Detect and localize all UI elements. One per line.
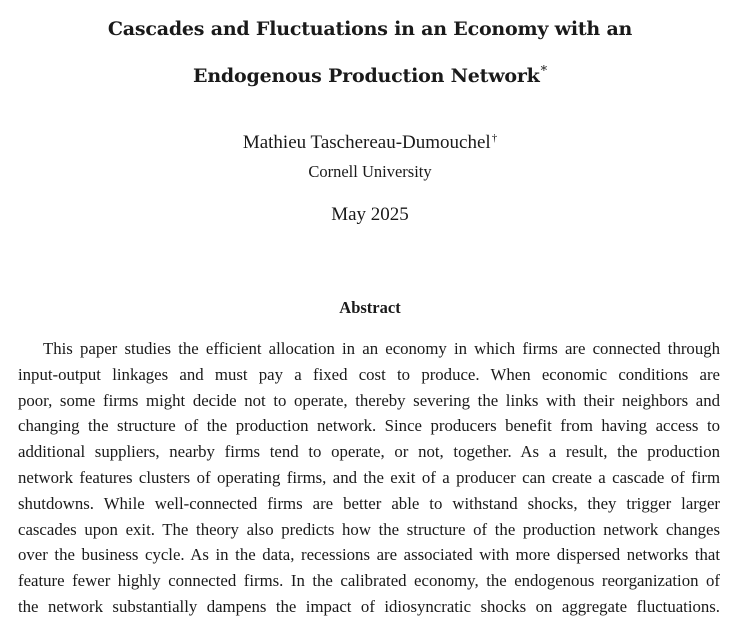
author-footnote-mark[interactable]: † bbox=[491, 131, 498, 144]
author-line bbox=[0, 133, 740, 152]
abstract-line: over the business cycle. As in the data, recessions are associated with more dispersed networks that bbox=[18, 545, 720, 565]
abstract-line: This paper studies the efficient allocation in an economy in which firms are connected through bbox=[43, 339, 720, 358]
abstract-line: changing the structure of the production network. Since producers benefit from having access to bbox=[18, 416, 720, 436]
abstract-line: feature fewer highly connected firms. In the calibrated economy, the endogenous reorganization of bbox=[18, 571, 720, 591]
abstract-heading: Abstract bbox=[339, 298, 401, 317]
abstract-body bbox=[18, 336, 720, 620]
paper-title-text-2: Endogenous Production Network bbox=[193, 65, 540, 87]
abstract-line: additional suppliers, nearby firms tend to operate, or not, together. As a result, the production bbox=[18, 442, 720, 462]
abstract-line: poor, some firms might decide not to operate, thereby severing the links with their neighbors and bbox=[18, 390, 720, 410]
abstract-line: network features clusters of operating firms, and the exit of a producer can create a cascade of firm bbox=[18, 467, 720, 487]
publication-date: May 2025 bbox=[331, 204, 409, 225]
paper-title-text-1: Cascades and Fluctuations in an Economy with an bbox=[107, 18, 633, 40]
title-footnote-mark[interactable]: * bbox=[540, 63, 547, 79]
paper-title-line-1 bbox=[0, 20, 740, 39]
abstract-line: input-output linkages and must pay a fixed cost to produce. When economic conditions are bbox=[18, 364, 720, 384]
author-name: Mathieu Taschereau-Dumouchel bbox=[242, 132, 491, 153]
abstract-line: the network substantially dampens the impact of idiosyncratic shocks on aggregate fluctuations. bbox=[18, 596, 720, 616]
abstract-line: shutdowns. While well-connected firms are better able to withstand shocks, they trigger larger bbox=[18, 493, 720, 513]
abstract-line: cascades upon exit. The theory also predicts how the structure of the production network changes bbox=[18, 519, 720, 539]
paper-title-line-2 bbox=[0, 63, 740, 87]
author-affiliation: Cornell University bbox=[308, 162, 432, 181]
